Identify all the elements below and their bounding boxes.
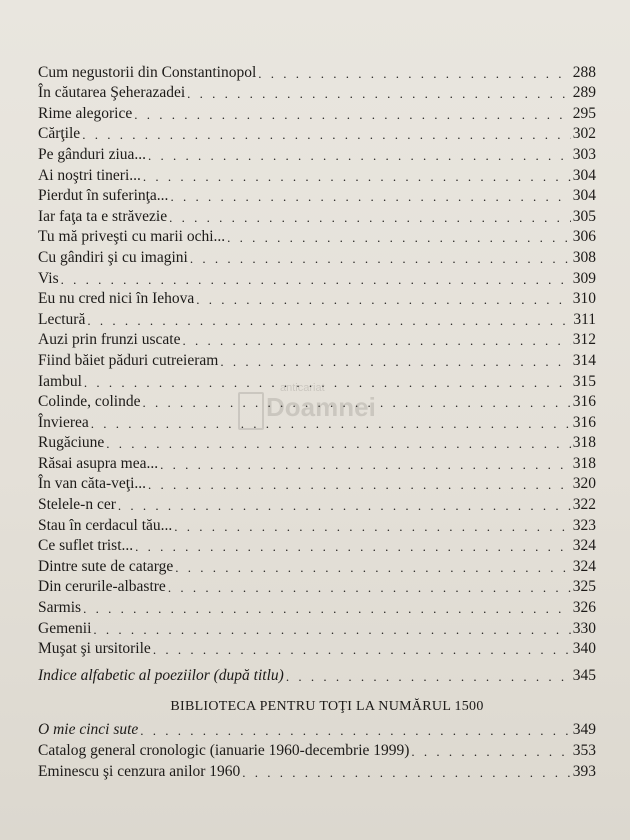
toc-entry-title: Din cerurile-albastre [38, 578, 166, 596]
toc-entry-page: 322 [572, 496, 596, 514]
dot-leader [83, 601, 571, 617]
dot-leader [242, 765, 570, 781]
toc-entry-page: 320 [572, 475, 596, 493]
toc-entry-title: Ce suflet trist... [38, 537, 134, 555]
toc-entry [38, 411, 596, 432]
toc-entry [38, 493, 596, 514]
dot-leader [143, 169, 571, 185]
toc-entry-page: 310 [572, 290, 596, 308]
toc-entry [38, 226, 596, 247]
toc-entry [38, 143, 596, 164]
toc-entry [38, 432, 596, 453]
toc-entry-page: 302 [572, 125, 596, 143]
toc-entry-title: În van căta-veţi... [38, 475, 147, 493]
toc-entry-title: Eminescu şi cenzura anilor 1960 [38, 762, 241, 780]
toc-entry [38, 370, 596, 391]
table-of-contents [38, 61, 596, 781]
toc-entry-page: 289 [572, 84, 596, 102]
toc-entry-page: 305 [572, 207, 596, 225]
toc-entry [38, 102, 596, 123]
toc-entry-page: 393 [572, 762, 596, 780]
dot-leader [169, 210, 571, 226]
dot-leader [142, 395, 570, 411]
toc-entry [38, 308, 596, 329]
toc-entry-page: 349 [572, 721, 596, 739]
toc-entry-title: Sarmis [38, 599, 82, 617]
toc-entry [38, 61, 596, 82]
toc-entry-page: 308 [572, 248, 596, 266]
dot-leader [106, 436, 570, 452]
toc-entry [38, 760, 596, 781]
toc-entry-title: Cum negustorii din Constantinopol [38, 63, 257, 81]
section-heading: BIBLIOTECA PENTRU TOŢI LA NUMĂRUL 1500 [170, 698, 484, 714]
toc-entry-title: Cărţile [38, 125, 81, 143]
toc-entry [38, 638, 596, 659]
toc-entry-page: 324 [572, 557, 596, 575]
toc-entry-title: Catalog general cronologic (ianuarie 1960-decembrie 1999) [38, 742, 410, 759]
toc-entry [38, 329, 596, 350]
dot-leader [175, 560, 570, 576]
toc-entry-page: 324 [572, 537, 596, 555]
toc-entry [38, 739, 596, 760]
toc-entry-page: 288 [572, 63, 596, 81]
dot-leader [61, 272, 571, 288]
toc-entry [38, 535, 596, 556]
toc-entry-page: 330 [572, 619, 596, 637]
toc-entry [38, 349, 596, 370]
toc-entry-page: 318 [572, 434, 596, 452]
toc-entry [38, 123, 596, 144]
toc-entry-page: 304 [572, 187, 596, 205]
toc-entry [38, 391, 596, 412]
toc-entry [38, 185, 596, 206]
toc-entry-title: Pierdut în suferinţa... [38, 187, 169, 205]
toc-entry [38, 164, 596, 185]
toc-entry [38, 82, 596, 103]
toc-entry [38, 719, 596, 740]
dot-leader [148, 477, 571, 493]
toc-entry [38, 617, 596, 638]
toc-entry-title: Auzi prin frunzi uscate [38, 331, 181, 349]
dot-leader [148, 148, 571, 164]
toc-entry [38, 288, 596, 309]
watermark-big-text: Doamnei [266, 392, 376, 422]
dot-leader [227, 230, 571, 246]
toc-entry-title: Tu mă priveşti cu marii ochi... [38, 228, 226, 246]
dot-leader [190, 251, 571, 267]
dot-leader [91, 416, 571, 432]
toc-entry-title: Stelele-n cer [38, 496, 116, 514]
dot-leader [118, 498, 571, 514]
toc-entry-page: 318 [572, 454, 596, 472]
toc-entry-title: Gemenii [38, 619, 92, 637]
toc-entry-title: Rugăciune [38, 434, 105, 452]
toc-entry-page: 316 [572, 393, 596, 411]
dot-leader [87, 313, 571, 329]
dot-leader [196, 292, 571, 308]
toc-entry-title: Vis [38, 269, 59, 287]
dot-leader [140, 723, 570, 739]
toc-entry-page: 303 [572, 145, 596, 163]
toc-entry-page: 315 [572, 372, 596, 390]
toc-entry-title: Rime alegorice [38, 104, 133, 122]
dot-leader [160, 457, 571, 473]
toc-entry-title: Muşat şi ursitorile [38, 640, 151, 658]
dot-leader [135, 539, 571, 555]
toc-entry-page: 345 [572, 666, 596, 684]
dot-leader [153, 642, 571, 658]
toc-entry-title: O mie cinci sute [38, 721, 139, 739]
toc-entry-page: 309 [572, 269, 596, 287]
toc-entry-title: Lectură [38, 310, 86, 328]
toc-entry-title: Ai noştri tineri... [38, 166, 141, 184]
toc-list [38, 61, 596, 658]
toc-entry [38, 555, 596, 576]
toc-entry-page: 323 [572, 516, 596, 534]
toc-entry-title: Pe gânduri ziua... [38, 145, 147, 163]
toc-entry-page: 326 [572, 599, 596, 617]
toc-entry-title: Stau în cerdacul tău... [38, 516, 173, 534]
dot-leader [134, 107, 571, 123]
toc-entry [38, 205, 596, 226]
toc-entry-page: 312 [572, 331, 596, 349]
section-list [38, 719, 596, 781]
toc-entry-title: Iar faţa ta e străvezie [38, 207, 168, 225]
toc-entry-index [38, 664, 596, 685]
toc-entry [38, 596, 596, 617]
dot-leader [84, 375, 571, 391]
toc-entry-title: În căutarea Şeherazadei [38, 84, 186, 102]
toc-entry-page: 325 [572, 578, 596, 596]
toc-entry-title: Învierea [38, 413, 89, 431]
toc-entry-title: Eu nu cred nici în Iehova [38, 290, 195, 308]
toc-entry-title: Fiind băiet păduri cutreieram [38, 351, 219, 369]
dot-leader [168, 580, 571, 596]
toc-entry-title: Dintre sute de catarge [38, 557, 174, 575]
toc-entry-title: Iambul [38, 372, 82, 390]
toc-entry [38, 473, 596, 494]
toc-entry-title: Cu gândiri şi cu imagini [38, 248, 188, 266]
toc-entry-title: Colinde, colinde [38, 393, 141, 411]
toc-entry [38, 267, 596, 288]
toc-entry [38, 514, 596, 535]
toc-entry-title: Indice alfabetic al poeziilor (după titlu) [38, 666, 284, 684]
toc-entry-page: 306 [572, 228, 596, 246]
dot-leader [82, 127, 571, 143]
dot-leader [182, 333, 570, 349]
dot-leader [174, 519, 570, 535]
toc-entry [38, 576, 596, 597]
toc-entry-page: 316 [572, 413, 596, 431]
dot-leader [258, 66, 570, 82]
dot-leader [93, 622, 570, 638]
toc-entry-page: 340 [572, 640, 596, 658]
dot-leader [187, 86, 571, 102]
toc-entry-page: 295 [572, 104, 596, 122]
toc-entry [38, 452, 596, 473]
toc-entry-title: Răsai asupra mea... [38, 454, 159, 472]
toc-entry-page: 304 [572, 166, 596, 184]
toc-entry-page: 311 [573, 310, 596, 328]
dot-leader [170, 189, 570, 205]
toc-entry-page: 314 [572, 351, 596, 369]
dot-leader [220, 354, 570, 370]
toc-entry-page: 353 [572, 742, 596, 759]
toc-entry [38, 246, 596, 267]
dot-leader [286, 669, 571, 685]
watermark-small-text: anticariat [280, 382, 325, 394]
dot-leader [411, 744, 570, 760]
